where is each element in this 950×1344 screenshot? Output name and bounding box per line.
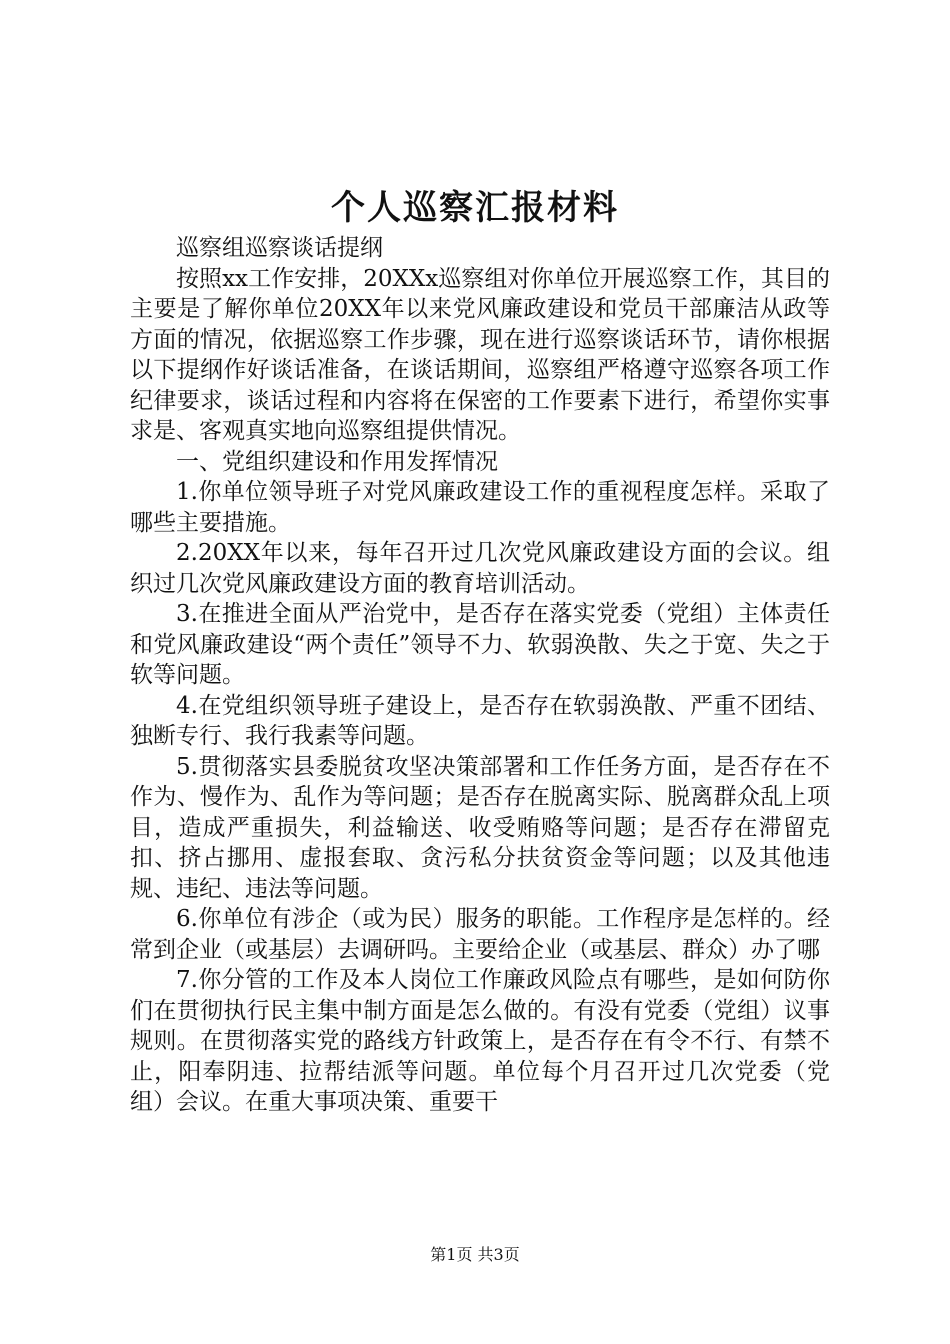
page-number-footer: 第1页 共3页 <box>430 1245 520 1264</box>
paragraph-item-2: 2.20XX年以来，每年召开过几次党风廉政建设方面的会议。组织过几次党风廉政建设方面的教育培训活动。 <box>130 540 830 597</box>
document-body <box>130 233 830 1118</box>
paragraph-intro: 按照xx工作安排，20XXx巡察组对你单位开展巡察工作，其目的主要是了解你单位20XX年以来党风廉政建设和党员干部廉洁从政等方面的情况，依据巡察工作步骤，现在进行巡察谈话环节，请你根据以下提纲作好谈话准备，在谈话期间，巡察组严格遵守巡察各项工作纪律要求，谈话过程和内容将在保密的工作要素下进行，希望你实事求是、客观真实地向巡察组提供情况。 <box>130 265 830 444</box>
paragraph-item-1: 1.你单位领导班子对党风廉政建设工作的重视程度怎样。采取了哪些主要措施。 <box>130 479 830 536</box>
paragraph-item-6: 6.你单位有涉企（或为民）服务的职能。工作程序是怎样的。经常到企业（或基层）去调研吗。主要给企业（或基层、群众）办了哪 <box>130 906 830 963</box>
paragraph-item-3: 3.在推进全面从严治党中，是否存在落实党委（党组）主体责任和党风廉政建设“两个责任”领导不力、软弱涣散、失之于宽、失之于软等问题。 <box>130 601 830 688</box>
paragraph-outline-heading: 巡察组巡察谈话提纲 <box>176 235 383 261</box>
paragraph-item-7: 7.你分管的工作及本人岗位工作廉政风险点有哪些，是如何防你们在贯彻执行民主集中制方面是怎么做的。有没有党委（党组）议事规则。在贯彻落实党的路线方针政策上，是否存在有令不行、有禁不止，阳奉阴违、拉帮结派等问题。单位每个月召开过几次党委（党组）会议。在重大事项决策、重要干 <box>130 967 830 1115</box>
document-title: 个人巡察汇报材料 <box>331 188 619 228</box>
paragraph-item-4: 4.在党组织领导班子建设上，是否存在软弱涣散、严重不团结、独断专行、我行我素等问题。 <box>130 692 830 749</box>
section-heading: 一、党组织建设和作用发挥情况 <box>176 448 498 475</box>
paragraph-item-5: 5.贯彻落实县委脱贫攻坚决策部署和工作任务方面，是否存在不作为、慢作为、乱作为等问题；是否存在脱离实际、脱离群众乱上项目，造成严重损失，利益输送、收受贿赂等问题；是否存在滞留克扣、挤占挪用、虚报套取、贪污私分扶贫资金等问题；以及其他违规、违纪、违法等问题。 <box>130 753 830 902</box>
